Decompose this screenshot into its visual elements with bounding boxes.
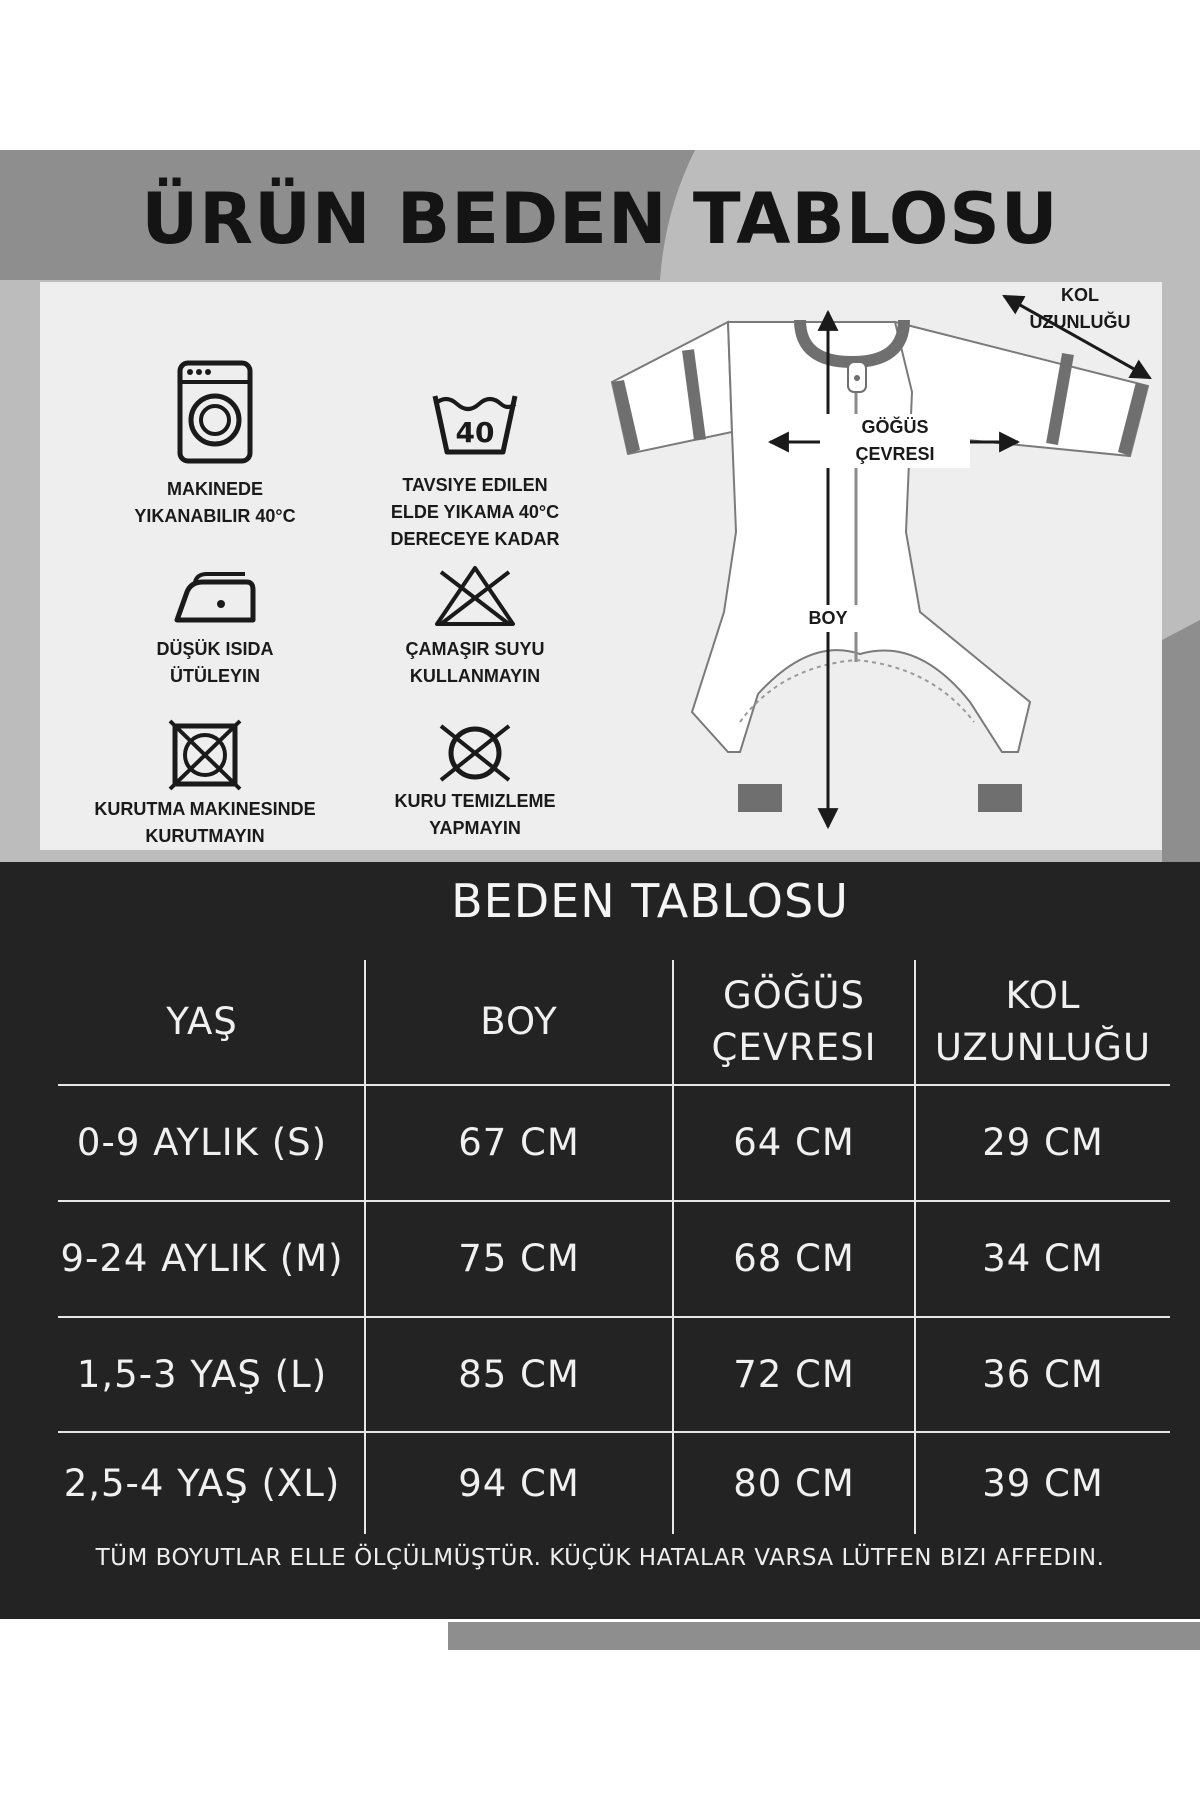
table-cell: 29 CM bbox=[982, 1121, 1104, 1164]
table-cell: 64 CM bbox=[733, 1121, 855, 1164]
no-dry-clean-icon bbox=[433, 722, 517, 784]
header-sleeve: KOL UZUNLUĞU bbox=[934, 974, 1152, 1069]
no-bleach-icon bbox=[433, 564, 517, 628]
header-chest: GÖĞÜS ÇEVRESI bbox=[711, 974, 877, 1069]
table-cell: 1,5-3 YAŞ (L) bbox=[76, 1352, 328, 1396]
size-table-section bbox=[0, 862, 1200, 1619]
sleepsuit-illustration bbox=[612, 320, 1148, 812]
height-label: BOY bbox=[796, 605, 860, 632]
chest-circumference-label: GÖĞÜS ÇEVRESI bbox=[820, 414, 970, 468]
decorative-strip bbox=[448, 1622, 1200, 1650]
table-cell: 68 CM bbox=[733, 1237, 855, 1280]
measurement-disclaimer: TÜM BOYUTLAR ELLE ÖLÇÜLMÜŞTÜR. KÜÇÜK HATALAR VARSA LÜTFEN BIZI AFFEDIN. bbox=[95, 1545, 1105, 1571]
table-cell: 39 CM bbox=[982, 1461, 1104, 1505]
table-cell: 67 CM bbox=[458, 1121, 580, 1164]
page-title: ÜRÜN BEDEN TABLOSU bbox=[141, 178, 1059, 260]
care-no-bleach: ÇAMAŞIR SUYU KULLANMAYIN bbox=[360, 564, 590, 690]
care-no-tumble-dry: KURUTMA MAKINESINDE KURUTMAYIN bbox=[60, 718, 350, 850]
header-age: YAŞ bbox=[166, 1000, 238, 1043]
iron-low-heat-icon bbox=[173, 572, 257, 624]
svg-text:40: 40 bbox=[455, 416, 495, 449]
table-cell: 72 CM bbox=[733, 1352, 855, 1396]
care-no-dry-clean: KURU TEMIZLEME YAPMAYIN bbox=[340, 722, 610, 842]
table-cell: 75 CM bbox=[458, 1237, 580, 1280]
table-cell: 0-9 AYLIK (S) bbox=[76, 1121, 328, 1164]
table-cell: 9-24 AYLIK (M) bbox=[60, 1237, 344, 1280]
table-cell: 94 CM bbox=[458, 1461, 580, 1505]
header-height: BOY bbox=[480, 1000, 558, 1043]
no-tumble-dry-icon bbox=[167, 718, 243, 792]
table-cell: 85 CM bbox=[458, 1352, 580, 1396]
care-iron: DÜŞÜK ISIDA ÜTÜLEYIN bbox=[100, 572, 330, 690]
washing-machine-icon bbox=[177, 360, 253, 464]
info-panel bbox=[40, 282, 1162, 850]
sleepsuit-diagram bbox=[570, 282, 1162, 850]
table-cell: 36 CM bbox=[982, 1352, 1104, 1396]
sleeve-length-label: KOL UZUNLUĞU bbox=[1029, 285, 1131, 332]
table-cell: 34 CM bbox=[982, 1237, 1104, 1280]
table-cell: 2,5-4 YAŞ (XL) bbox=[63, 1461, 341, 1505]
size-table-title: BEDEN TABLOSU bbox=[451, 874, 849, 928]
hand-wash-40-icon bbox=[431, 390, 519, 458]
care-hand-wash: 40 TAVSIYE EDILEN ELDE YIKAMA 40°C DERECEYE KADAR bbox=[340, 390, 610, 553]
care-machine-wash: MAKINEDE YIKANABILIR 40°C bbox=[90, 360, 340, 530]
table-cell: 80 CM bbox=[733, 1461, 855, 1505]
